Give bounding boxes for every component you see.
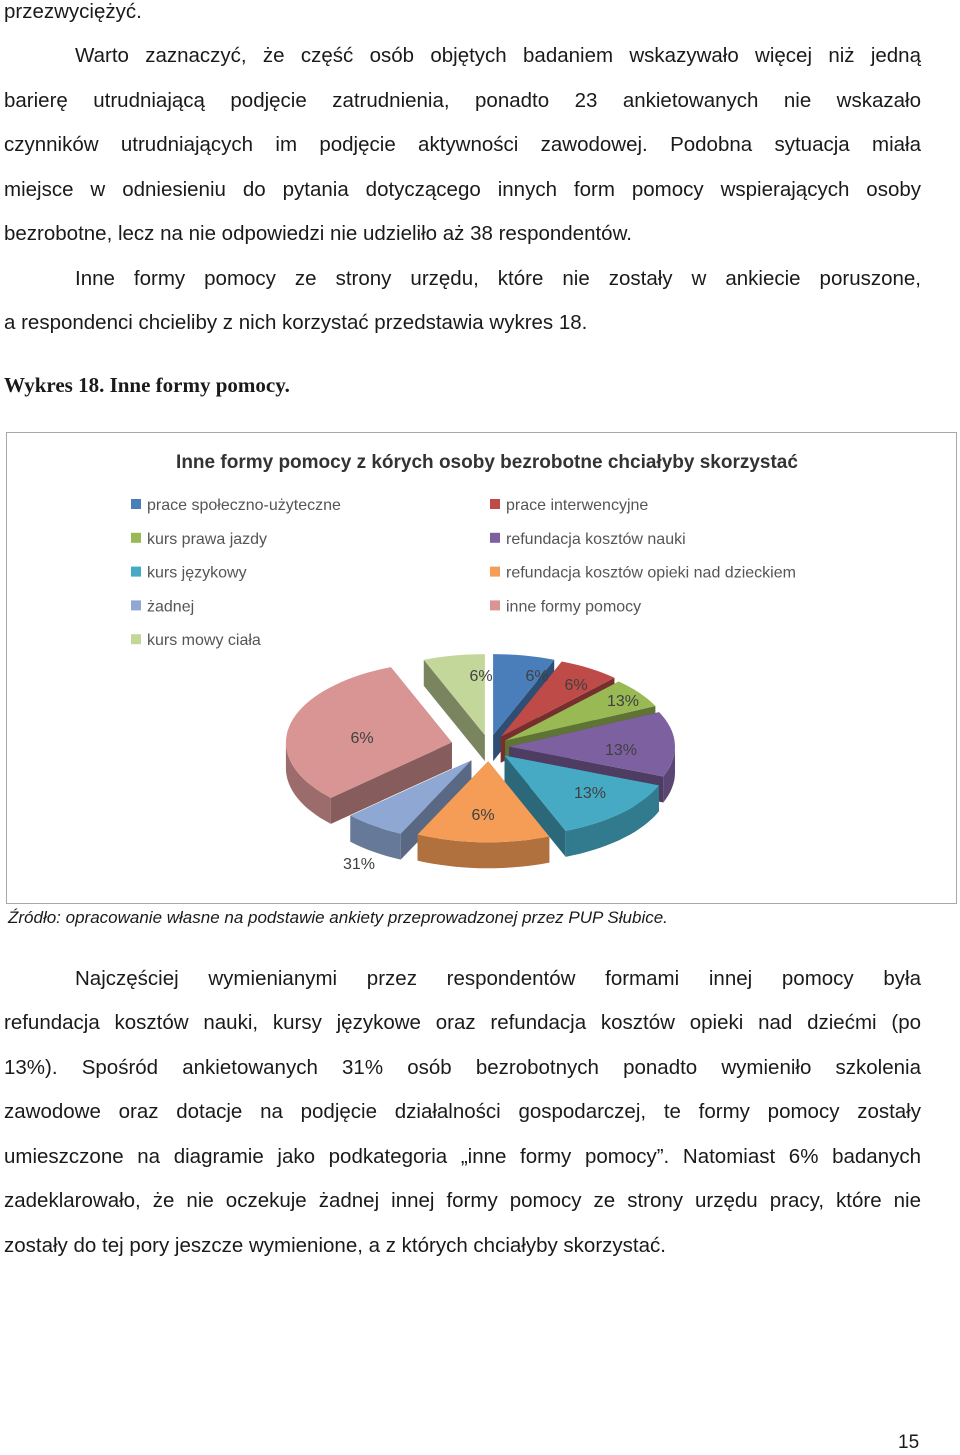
- legend-swatch: [490, 600, 500, 610]
- legend-swatch: [131, 499, 141, 509]
- figure-caption: Wykres 18. Inne formy pomocy.: [4, 373, 290, 397]
- data-label: 6%: [525, 668, 549, 685]
- data-label: 6%: [469, 668, 493, 685]
- legend-label: refundacja kosztów nauki: [506, 530, 686, 548]
- text-line: Warto zaznaczyć, że część osób objętych badaniem wskazywało więcej niż jedną: [75, 44, 921, 67]
- page-number: 15: [898, 1432, 920, 1453]
- text-line: barierę utrudniającą podjęcie zatrudnienia, ponadto 23 ankietowanych nie wskazało: [4, 89, 921, 112]
- legend-swatch: [490, 567, 500, 577]
- legend-swatch: [131, 600, 141, 610]
- legend-swatch: [490, 499, 500, 509]
- legend-label: kurs prawa jazdy: [147, 530, 268, 548]
- data-label: 6%: [471, 807, 495, 824]
- legend-label: prace społeczno-użyteczne: [147, 497, 341, 514]
- data-label: 13%: [573, 785, 607, 802]
- data-label: 13%: [604, 742, 638, 759]
- data-label: 13%: [606, 693, 640, 710]
- legend-label: prace interwencyjne: [506, 497, 649, 514]
- text-line: zawodowe oraz dotacje na podjęcie działalności gospodarczej, te formy pomocy zostały: [4, 1100, 921, 1123]
- pie-chart: [7, 433, 958, 905]
- legend-label: żadnej: [147, 598, 195, 616]
- text-line: czynników utrudniających im podjęcie aktywności zawodowej. Podobna sytuacja miała: [4, 133, 921, 156]
- text-line: refundacja kosztów nauki, kursy językowe oraz refundacja kosztów opieki nad dziećmi (po: [4, 1011, 921, 1034]
- pie-chart-frame: [6, 432, 957, 904]
- text-line: zostały do tej pory jeszcze wymienione, a z których chciałyby skorzystać.: [4, 1234, 666, 1257]
- legend-swatch: [131, 533, 141, 543]
- legend-label: inne formy pomocy: [506, 598, 642, 616]
- figure-source: Źródło: opracowanie własne na podstawie ankiety przeprowadzonej przez PUP Słubice.: [8, 908, 668, 927]
- data-label: 6%: [350, 730, 374, 747]
- text-line: bezrobotne, lecz na nie odpowiedzi nie udzieliło aż 38 respondentów.: [4, 222, 632, 245]
- legend-swatch: [490, 533, 500, 543]
- text-line: Najczęściej wymienianymi przez respondentów formami innej pomocy była: [75, 967, 921, 990]
- legend-swatch: [131, 567, 141, 577]
- text-line: a respondenci chcieliby z nich korzystać przedstawia wykres 18.: [4, 311, 588, 334]
- legend-swatch: [131, 634, 141, 644]
- text-line: Inne formy pomocy ze strony urzędu, które nie zostały w ankiecie poruszone,: [75, 267, 921, 290]
- text-line: przezwyciężyć.: [4, 0, 142, 23]
- text-line: miejsce w odniesieniu do pytania dotyczącego innych form pomocy wspierających osoby: [4, 178, 921, 201]
- legend-label: refundacja kosztów opieki nad dzieckiem: [506, 564, 796, 582]
- legend-label: kurs mowy ciała: [147, 632, 261, 650]
- text-line: umieszczone na diagramie jako podkategoria „inne formy pomocy”. Natomiast 6% badanych: [4, 1145, 921, 1168]
- chart-title: Inne formy pomocy z kórych osoby bezrobotne chciałyby skorzystać: [176, 452, 798, 473]
- data-label: 6%: [564, 677, 588, 694]
- text-line: 13%). Spośród ankietowanych 31% osób bezrobotnych ponadto wymieniło szkolenia: [4, 1056, 921, 1079]
- text-line: zadeklarowało, że nie oczekuje żadnej innej formy pomocy ze strony urzędu pracy, które nie: [4, 1189, 921, 1212]
- legend-label: kurs językowy: [147, 564, 247, 582]
- data-label: 31%: [342, 856, 376, 873]
